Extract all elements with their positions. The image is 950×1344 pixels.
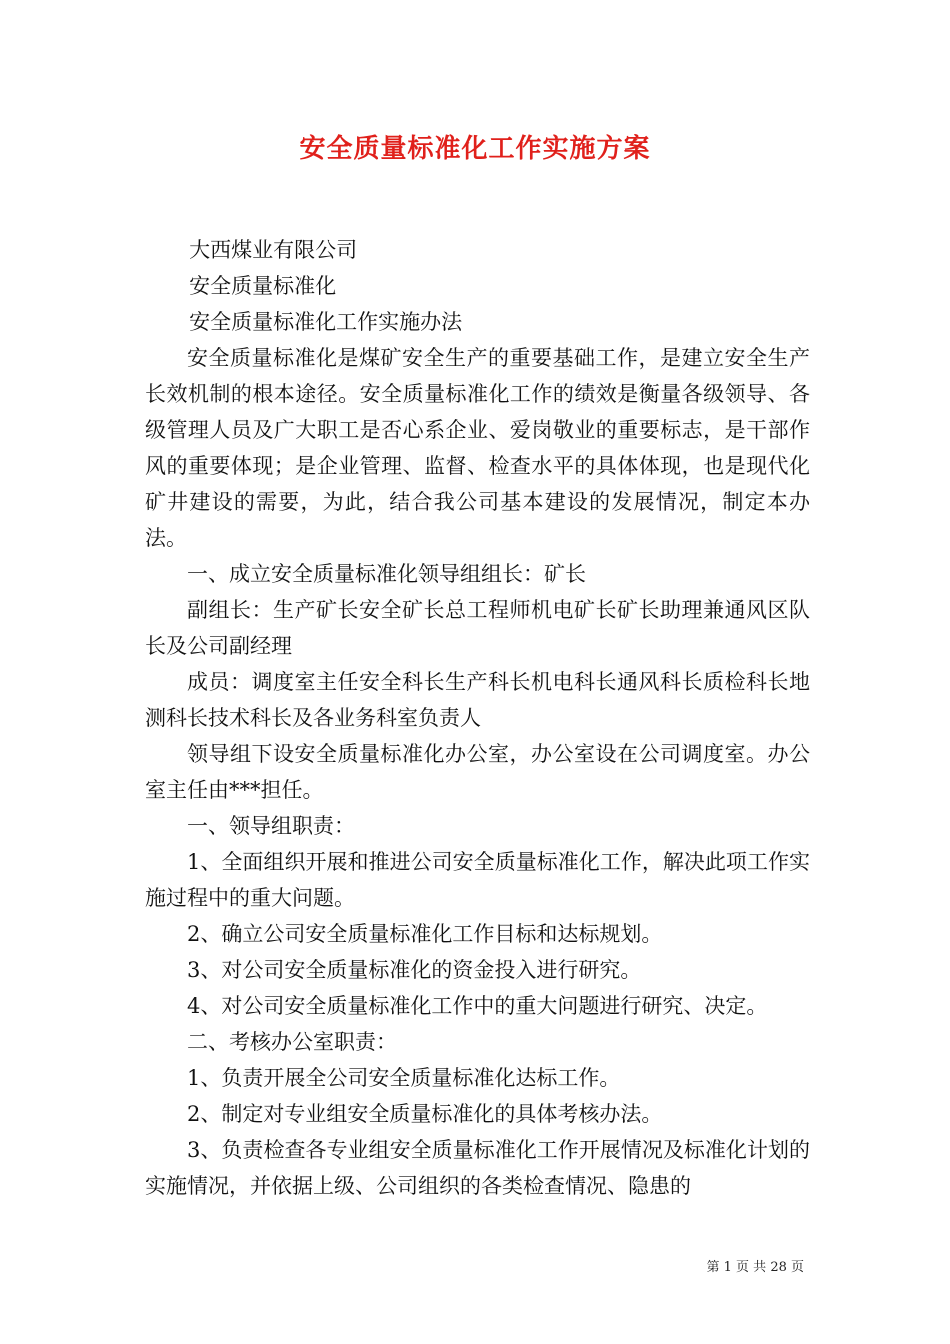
list-item: 1、全面组织开展和推进公司安全质量标准化工作，解决此项工作实施过程中的重大问题。 <box>145 850 810 910</box>
paragraph-intro: 安全质量标准化是煤矿安全生产的重要基础工作，是建立安全生产长效机制的根本途径。安全质量标准化工作的绩效是衡量各级领导、各级管理人员及广大职工是否心系企业、爱岗敬业的重要标志，是干部作风的重要体现；是企业管理、监督、检查水平的具体体现，也是现代化矿井建设的需要，为此，结合我公司基本建设的发展情况，制定本办法。 <box>145 346 810 550</box>
page-number: 第 1 页 共 28 页 <box>706 1260 804 1275</box>
list-item: 2、制定对专业组安全质量标准化的具体考核办法。 <box>187 1102 663 1126</box>
list-item: 3、负责检查各专业组安全质量标准化工作开展情况及标准化计划的实施情况，并依据上级、公司组织的各类检查情况、隐患的 <box>145 1138 810 1198</box>
paragraph-members: 成员：调度室主任安全科长生产科长机电科长通风科长质检科长地测科长技术科长及各业务科室负责人 <box>145 670 810 730</box>
list-item: 1、负责开展全公司安全质量标准化达标工作。 <box>187 1066 621 1090</box>
paragraph-heading-leader-duties: 一、领导组职责： <box>187 814 355 838</box>
paragraph-heading-office-duties: 二、考核办公室职责： <box>187 1030 397 1054</box>
list-item: 4、对公司安全质量标准化工作中的重大问题进行研究、决定。 <box>187 994 768 1018</box>
paragraph-company: 大西煤业有限公司 <box>189 238 358 262</box>
list-item: 3、对公司安全质量标准化的资金投入进行研究。 <box>187 958 642 982</box>
paragraph-leader-group: 一、成立安全质量标准化领导组组长：矿长 <box>187 562 586 586</box>
document-title: 安全质量标准化工作实施方案 <box>299 134 651 164</box>
document-body <box>145 232 810 1204</box>
paragraph-office: 领导组下设安全质量标准化办公室，办公室设在公司调度室。办公室主任由***担任。 <box>145 742 810 802</box>
paragraph-method-title: 安全质量标准化工作实施办法 <box>189 310 463 334</box>
paragraph-subtitle: 安全质量标准化 <box>189 274 337 298</box>
paragraph-deputy-leaders: 副组长：生产矿长安全矿长总工程师机电矿长矿长助理兼通风区队长及公司副经理 <box>145 598 810 658</box>
list-item: 2、确立公司安全质量标准化工作目标和达标规划。 <box>187 922 663 946</box>
